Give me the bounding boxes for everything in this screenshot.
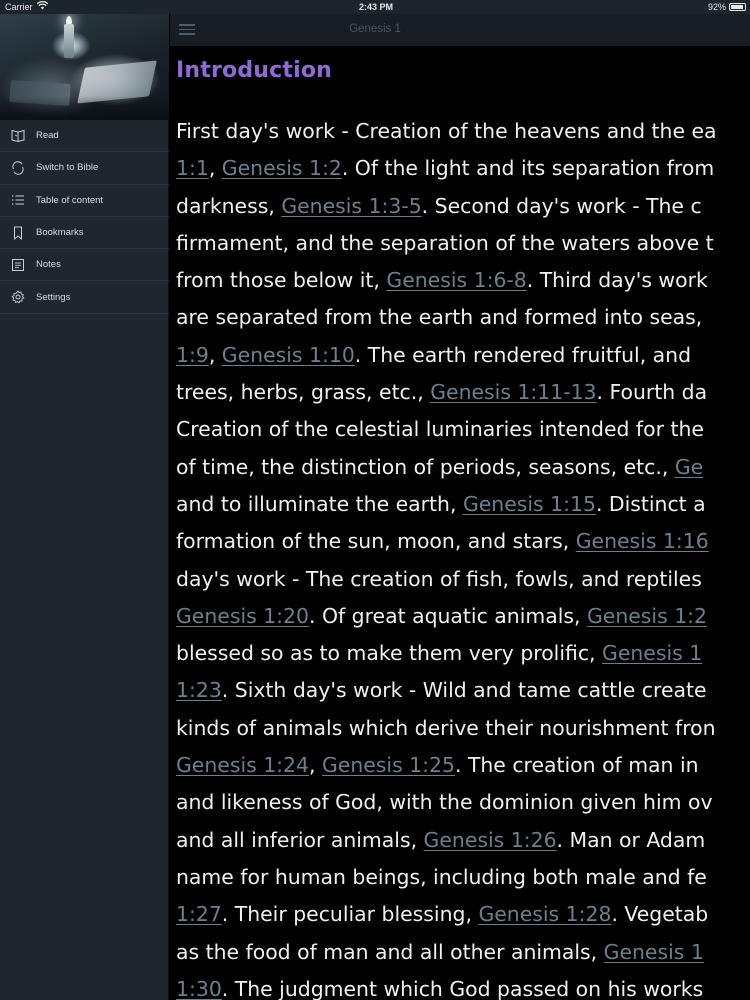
sidebar-header-image bbox=[0, 14, 169, 120]
text-line bbox=[176, 672, 750, 709]
text-segment: . Of the light and its separation from bbox=[341, 156, 715, 181]
sidebar-item-switch-to-bible[interactable] bbox=[0, 152, 169, 184]
sidebar bbox=[0, 14, 169, 1000]
text-segment: kinds of animals which derive their nourishment fron bbox=[176, 715, 716, 740]
verse-link[interactable]: Genesis 1:6-8 bbox=[386, 268, 527, 293]
text-segment: . Distinct a bbox=[595, 491, 706, 516]
text-line bbox=[176, 747, 750, 784]
verse-link[interactable]: 1:1 bbox=[176, 156, 209, 181]
text-segment: day's work - The creation of fish, fowls, and reptiles bbox=[176, 566, 702, 591]
text-segment: as the food of man and all other animals, bbox=[176, 939, 604, 964]
text-segment: of time, the distinction of periods, seasons, etc., bbox=[176, 454, 675, 479]
text-segment: and likeness of God, with the dominion given him ov bbox=[176, 790, 713, 815]
reader-pane bbox=[170, 14, 750, 1000]
status-bar bbox=[0, 0, 750, 14]
text-segment: . Third day's work bbox=[526, 268, 708, 293]
text-segment: . The creation of man in bbox=[454, 753, 699, 778]
text-line bbox=[176, 934, 750, 971]
sidebar-item-label: Settings bbox=[36, 291, 71, 303]
verse-link[interactable]: Genesis 1:3-5 bbox=[281, 193, 422, 218]
text-line bbox=[176, 262, 750, 299]
notes-icon bbox=[0, 258, 36, 272]
text-line bbox=[176, 561, 750, 598]
text-segment: . Second day's work - The c bbox=[421, 193, 702, 218]
page-title: Genesis 1 bbox=[349, 23, 401, 35]
text-segment: , bbox=[208, 156, 222, 181]
text-line bbox=[176, 971, 750, 1000]
verse-link[interactable]: Genesis 1:10 bbox=[221, 342, 355, 367]
verse-link[interactable]: Genesis 1:26 bbox=[423, 827, 557, 852]
text-segment: . Of great aquatic animals, bbox=[309, 603, 587, 628]
text-segment: firmament, and the separation of the waters above t bbox=[176, 230, 714, 255]
sidebar-menu bbox=[0, 120, 169, 314]
text-segment: . Man or Adam bbox=[556, 827, 706, 852]
verse-link[interactable]: Genesis 1:24 bbox=[176, 753, 309, 778]
verse-link[interactable]: 1:27 bbox=[176, 902, 222, 927]
carrier-label: Carrier bbox=[5, 2, 33, 12]
wifi-icon bbox=[37, 1, 48, 12]
verse-link[interactable]: 1:30 bbox=[176, 976, 222, 1000]
sidebar-item-label: Read bbox=[36, 130, 59, 142]
text-line bbox=[176, 150, 750, 187]
text-segment: . Their peculiar blessing, bbox=[221, 902, 479, 927]
text-segment: . The judgment which God passed on his works bbox=[221, 976, 704, 1000]
text-segment: . Vegetab bbox=[611, 902, 709, 927]
list-icon bbox=[0, 193, 36, 207]
text-line bbox=[176, 113, 750, 150]
text-segment: formation of the sun, moon, and stars, bbox=[176, 529, 576, 554]
refresh-icon bbox=[0, 161, 36, 175]
text-line bbox=[176, 225, 750, 262]
text-segment: and to illuminate the earth, bbox=[176, 491, 463, 516]
text-line bbox=[176, 523, 750, 560]
text-line bbox=[176, 859, 750, 896]
text-segment: trees, herbs, grass, etc., bbox=[176, 380, 431, 405]
text-line bbox=[176, 188, 750, 225]
section-heading: Introduction bbox=[176, 58, 333, 83]
text-segment: First day's work - Creation of the heavens and the ea bbox=[176, 119, 717, 143]
text-segment: blessed so as to make them very prolific, bbox=[176, 641, 603, 666]
text-line bbox=[176, 299, 750, 336]
read-icon bbox=[0, 129, 36, 143]
sidebar-item-label: Bookmarks bbox=[36, 227, 84, 239]
verse-link[interactable]: 1:9 bbox=[176, 342, 209, 367]
verse-link[interactable]: Genesis 1:25 bbox=[321, 753, 455, 778]
text-line bbox=[176, 337, 750, 374]
text-line bbox=[176, 598, 750, 635]
text-line bbox=[176, 449, 750, 486]
sidebar-item-settings[interactable] bbox=[0, 281, 169, 313]
sidebar-item-bookmarks[interactable] bbox=[0, 217, 169, 249]
verse-link[interactable]: Genesis 1:2 bbox=[221, 156, 342, 181]
sidebar-item-label: Table of content bbox=[36, 194, 104, 206]
text-line bbox=[176, 411, 750, 448]
text-line bbox=[176, 784, 750, 821]
text-segment: are separated from the earth and formed into seas, bbox=[176, 305, 703, 330]
verse-link[interactable]: Genesis 1:15 bbox=[462, 491, 596, 516]
text-segment: . The earth rendered fruitful, and bbox=[354, 342, 692, 367]
text-line bbox=[176, 635, 750, 672]
text-segment: from those below it, bbox=[176, 268, 387, 293]
text-segment: and all inferior animals, bbox=[176, 827, 424, 852]
verse-link[interactable]: Genesis 1 bbox=[602, 641, 703, 666]
text-line bbox=[176, 896, 750, 933]
verse-link[interactable]: Genesis 1:11-13 bbox=[430, 380, 597, 405]
text-segment: darkness, bbox=[176, 193, 282, 218]
text-segment: name for human beings, including both male and fe bbox=[176, 864, 707, 889]
verse-link[interactable]: Genesis 1:2 bbox=[586, 603, 708, 628]
text-segment: Creation of the celestial luminaries intended for the bbox=[176, 417, 704, 442]
verse-link[interactable]: Genesis 1:16 bbox=[575, 529, 709, 554]
battery-percent: 92% bbox=[707, 2, 726, 12]
verse-link[interactable]: 1:23 bbox=[176, 678, 222, 703]
battery-icon bbox=[729, 3, 746, 11]
text-line bbox=[176, 822, 750, 859]
sidebar-item-label: Notes bbox=[36, 259, 61, 271]
text-segment: , bbox=[208, 342, 222, 367]
sidebar-item-table-of-content[interactable] bbox=[0, 185, 169, 217]
top-bar bbox=[170, 14, 750, 46]
verse-link[interactable]: Genesis 1:28 bbox=[478, 902, 612, 927]
sidebar-item-notes[interactable] bbox=[0, 249, 169, 281]
text-segment: . Sixth day's work - Wild and tame cattle create bbox=[221, 678, 707, 703]
bookmark-icon bbox=[0, 226, 36, 240]
gear-icon bbox=[0, 290, 36, 304]
text-line bbox=[176, 486, 750, 523]
sidebar-item-label: Switch to Bible bbox=[36, 162, 99, 174]
verse-link[interactable]: Ge bbox=[674, 454, 704, 479]
verse-link[interactable]: Genesis 1:20 bbox=[176, 603, 309, 628]
text-line bbox=[176, 374, 750, 411]
text-segment: , bbox=[309, 753, 322, 778]
verse-link[interactable]: Genesis 1 bbox=[603, 939, 704, 964]
clock: 2:43 PM bbox=[359, 2, 394, 12]
text-segment: . Fourth da bbox=[596, 380, 708, 405]
sidebar-item-read[interactable] bbox=[0, 120, 169, 152]
chapter-text bbox=[176, 113, 750, 1000]
text-line bbox=[176, 710, 750, 747]
